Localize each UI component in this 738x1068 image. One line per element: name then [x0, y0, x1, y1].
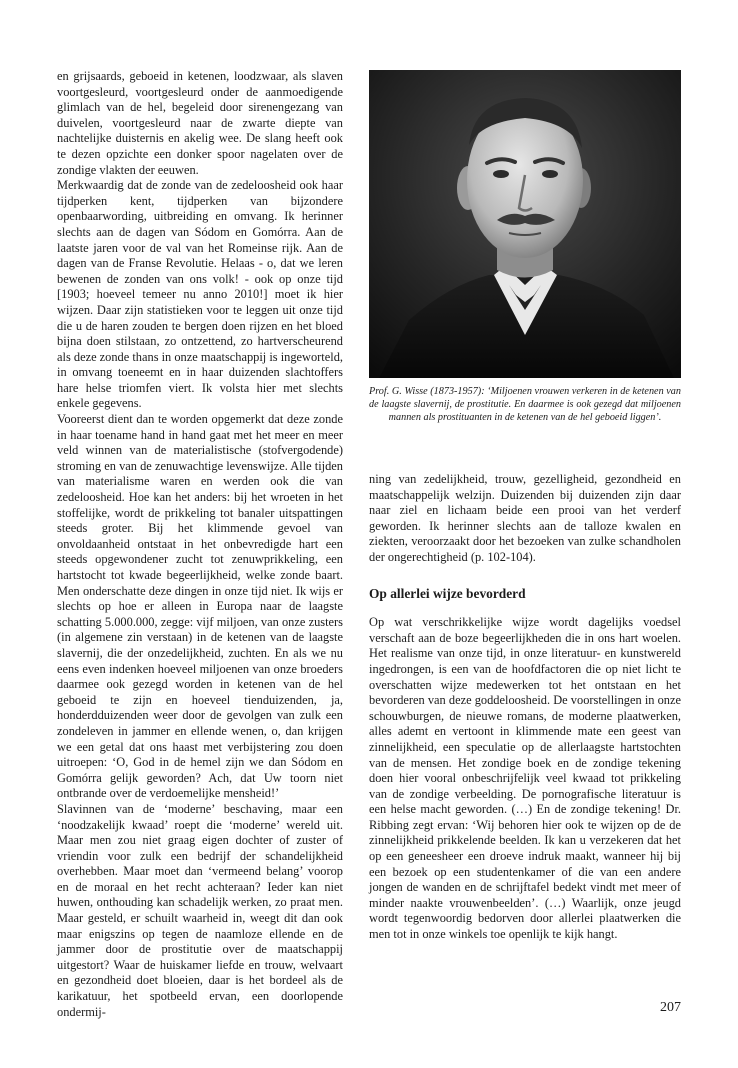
- paragraph-2: Merkwaardig dat de zonde van de zedeloosheid ook haar tijdperken kent, tijdperken van bijzondere openbaarwording, uitbreiding en omvang. Ik herinner slechts aan de dagen van Sódom en Gomórra. Aan de laatste jaren voor de val van het Romeinse rijk. Aan de dagen van de Franse Revolutie. Helaas - o, dat we leren bewenen de zonden van ons volk! - ook op onze tijd [1903; hoeveel temeer nu anno 2010!] moet ik hier wijzen. Daar zijn statistieken voor te leggen uit onze tijd die u de haren zouden te bergen doen rijzen en het bloed bijna doen stilstaan, zo ontzettend, zo hartverscheurend als deze zonde thans in onze maatschappij is ingeworteld, in omvang toeneemt en in haar duizenden slachtoffers hare helse triomfen viert. Ik volsta hier met slechts enkele gegevens.: [57, 178, 343, 411]
- page-number: 207: [660, 1000, 681, 1015]
- section-heading: Op allerlei wijze bevorderd: [369, 585, 526, 601]
- paragraph-4: Slavinnen van de ‘moderne’ beschaving, maar een ‘noodzakelijk kwaad’ roept die ‘moderne’ wereld uit. Maar men zou niet graag eigen dochter of zuster of vriendin voor zulk een bedrijf der schandelijkheid overhebben. Maar moet dan ‘vermeend belang’ voorop en de moraal en het recht achteraan? Ieder kan niet huwen, onthouding kan schadelijk werken, zo praat men. Maar gesteld, er schuilt waarheid in, weegt dit dan ook maar enigszins op tegen de naamloze ellende en de jammer door de prostitutie over de maatschappij uitgestort? Waar de huiskamer liefde en trouw, welvaart en gezondheid doet bloeien, daar is het bordeel als de karikatuur, het spotbeeld ervan, een doorlopende ondermij-: [57, 801, 343, 1019]
- portrait-photo: [369, 70, 681, 378]
- portrait-photo-image: [369, 70, 681, 378]
- paragraph-1: en grijsaards, geboeid in ketenen, loodzwaar, als slaven voortgesleurd, voortgesleurd onder de aanmoedigende glimlach van de hel, begeleid door sirenengezang van duivelen, voortgesleurd naar de zwarte diepte van nachtelijke duisternis en akelig wee. De slang heeft ook te dezen opzichte een donker spoor nagelaten over de zondige vlakten der eeuwen.: [57, 69, 343, 177]
- right-column: [369, 472, 681, 943]
- left-column: [57, 69, 343, 1020]
- section-paragraph: Op wat verschrikkelijke wijze wordt dagelijks voedsel verschaft aan de boze begeerlijkheden die in ons hart woelen. Het realisme van onze tijd, in onze literatuur- en kunstwereld ingedrongen, is een van de hoofdfactoren die op niet licht te overschatten wijze medewerken tot het ontstaan en het bevorderen van deze goddeloosheid. De voorstellingen in onze schouwburgen, de nieuwe romans, de moderne plaatwerken, alles ademt en vertoont in klimmende mate een geest van zinnelijkheid, een speculatie op de allerlaagste hartstochten van de mensen. Het zondige boek en de zondige tekening doen hier vooral onbeschrijfelijk veel kwaad tot prikkeling van de zondige verbeelding. De pornografische literatuur is een helse macht geworden. (…) En de zondige tekening! Dr. Ribbing zegt ervan: ‘Wij behoren hier ook te wijzen op de de zinnelijkheid prikkelende beelden. Ik kan u verzekeren dat het op een geneesheer een droeve indruk maakt, wanneer hij bij een bezoek op een studentenkamer of die van een andere jongen de wanden en de schrijftafel bedekt vindt met meer of minder naakte vrouwenbeelden’. (…) Waarlijk, onze jeugd wordt tegenwoordig bedorven door allerlei plaatwerken die men tot in onze winkels toe openlijk te kijk hangt.: [369, 615, 681, 942]
- paragraph-3: Vooreerst dient dan te worden opgemerkt dat deze zonde in haar toename hand in hand gaat met het meer en meer veld winnen van de materialistische (stofvergodende) stroming en van de zenuwachtige levenswijze. Alle tijden van materialisme waren en werden ook die van zedeloosheid. Hoe kan het anders: bij het wroeten in het stoffelijke, wordt de prikkeling tot banaler uitspattingen steeds groter. Bij het klimmende gevoel van onvoldaanheid ontstaat in het onbevredigde hart een steeds opgewondener zucht tot zenuwprikkeling, een hartstocht tot kwade begeerlijkheid, welke zonde baart. Men onderschatte deze dingen in onze tijd niet. Ik wijs er slechts op hoe er alleen in Europa naar de laagste schatting 5.000.000, zegge: vijf miljoen, van onze zusters (in algemene zin verstaan) in de ketenen van de laagste slavernij, die der onzedelijkheid, zuchten. En als we nu eens even indenken hoeveel miljoenen van onze broeders daarmee ook gezegd worden in ketenen van de hel geboeid te zijn en hoeveel tienduizenden, ja, honderdduizenden weer door de gevolgen van zulk een zondeleven in jammer en ellende wenen, o, dan krijgen we een getal dat ons haast met verbijstering zou doen uitroepen: ‘O, God in de hemel zijn we dan Sódom en Gomórra gelijk geworden? Ach, dat Uw toorn niet ontbrande over de verdoemelijke mensheid!’: [57, 412, 343, 801]
- photo-caption: Prof. G. Wisse (1873-1957): ‘Miljoenen vrouwen verkeren in de ketenen van de laagste slavernij, de prostitutie. En daarmee is ook gezegd dat miljoenen mannen als prostituanten in de ketenen van de hel geboeid liggen’.: [369, 386, 681, 423]
- continuation-paragraph: ning van zedelijkheid, trouw, gezelligheid, gezondheid en maatschappelijk welzijn. Duizenden bij duizenden zijn daar naar ziel en lichaam beide een prooi van het verderf geworden. Ik herinner slechts aan de talloze kwalen en ziekten, veroorzaakt door het bezoeken van zulke schandholen der ongerechtigheid (p. 102-104).: [369, 472, 681, 564]
